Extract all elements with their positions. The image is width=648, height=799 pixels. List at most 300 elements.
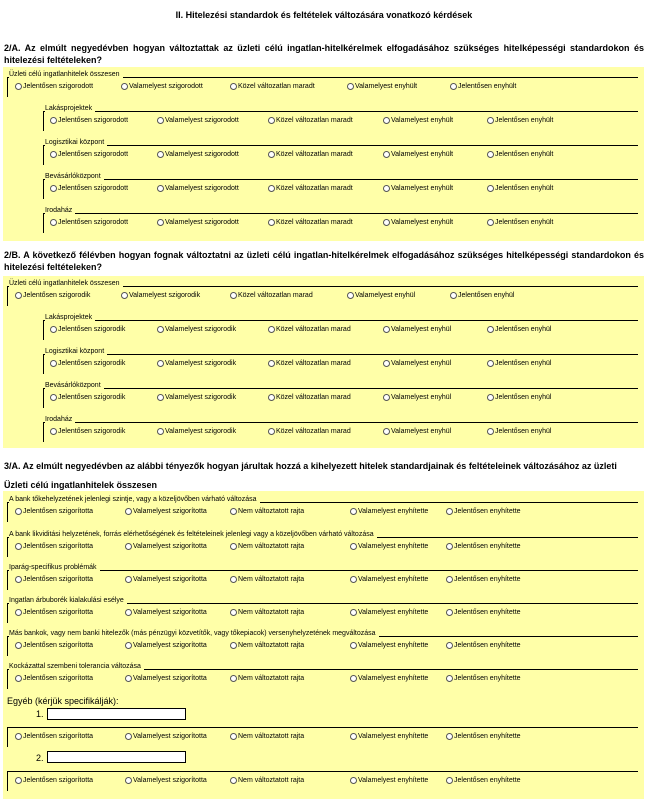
radio-label: Jelentősen szigorította [23, 576, 94, 583]
radio-label: Valamelyest szigorodik [129, 292, 201, 299]
radio-button[interactable] [121, 83, 128, 90]
radio-label: Valamelyest enyhítette [358, 777, 429, 784]
radio-button[interactable] [230, 733, 237, 740]
radio-option[interactable] [383, 219, 453, 226]
radio-button[interactable] [350, 642, 357, 649]
radio-option[interactable] [230, 83, 315, 90]
radio-label: Jelentősen szigorította [23, 543, 94, 550]
radio-button[interactable] [268, 428, 275, 435]
radio-option[interactable] [230, 292, 313, 299]
radio-option[interactable] [383, 117, 453, 124]
group-divider [7, 570, 638, 571]
radio-label: Közel változatlan marad [276, 360, 351, 367]
group-bracket [7, 286, 8, 306]
radio-label: Közel változatlan marad [276, 326, 351, 333]
radio-label: Közel változatlan marad [276, 428, 351, 435]
radio-label: Közel változatlan maradt [276, 117, 353, 124]
radio-button[interactable] [230, 642, 237, 649]
radio-option[interactable] [125, 609, 207, 616]
question-2b-band [3, 276, 644, 448]
group-bracket [7, 537, 8, 557]
group-divider [43, 388, 638, 389]
group-label: Irodaház [45, 416, 75, 424]
radio-option[interactable] [15, 292, 90, 299]
radio-option[interactable] [383, 185, 453, 192]
radio-option[interactable] [268, 219, 353, 226]
radio-button[interactable] [446, 642, 453, 649]
radio-option[interactable] [350, 508, 428, 515]
radio-button[interactable] [50, 360, 57, 367]
radio-button[interactable] [487, 117, 494, 124]
radio-option[interactable] [15, 508, 93, 515]
radio-button[interactable] [446, 576, 453, 583]
radio-label: Jelentősen szigorodott [58, 219, 129, 226]
group-label: Iparág-specifikus problémák [9, 564, 100, 572]
radio-option[interactable] [487, 151, 553, 158]
radio-label: Közel változatlan maradt [238, 83, 315, 90]
radio-button[interactable] [157, 151, 164, 158]
radio-button[interactable] [50, 428, 57, 435]
option-group [7, 71, 638, 97]
group-label: Üzleti célú ingatlanhitelek összesen [9, 280, 123, 288]
radio-option[interactable] [487, 360, 551, 367]
radio-button[interactable] [230, 508, 237, 515]
radio-button[interactable] [446, 543, 453, 550]
radio-button[interactable] [157, 428, 164, 435]
radio-option[interactable] [157, 360, 236, 367]
group-bracket [43, 213, 44, 233]
radio-button[interactable] [446, 733, 453, 740]
radio-button[interactable] [15, 576, 22, 583]
radio-label: Nem változtatott rajta [238, 576, 305, 583]
radio-label: Jelentősen enyhül [495, 326, 552, 333]
radio-option[interactable] [450, 292, 514, 299]
radio-label: Nem változtatott rajta [238, 642, 305, 649]
radio-label: Nem változtatott rajta [238, 543, 305, 550]
radio-label: Közel változatlan marad [276, 394, 351, 401]
radio-button[interactable] [15, 83, 22, 90]
radio-label: Valamelyest szigorodik [165, 326, 237, 333]
radio-option[interactable] [268, 428, 351, 435]
radio-button[interactable] [125, 576, 132, 583]
option-group [7, 496, 638, 522]
radio-option[interactable] [268, 394, 351, 401]
radio-button[interactable] [230, 292, 237, 299]
radio-button[interactable] [230, 83, 237, 90]
radio-button[interactable] [487, 360, 494, 367]
radio-button[interactable] [125, 543, 132, 550]
radio-label: Nem változtatott rajta [238, 609, 305, 616]
radio-label: Jelentősen enyhítette [454, 675, 521, 682]
radio-label: Valamelyest enyhült [391, 185, 454, 192]
radio-button[interactable] [383, 151, 390, 158]
option-group [43, 207, 638, 233]
radio-button[interactable] [268, 360, 275, 367]
radio-label: Jelentősen enyhül [458, 292, 515, 299]
radio-button[interactable] [157, 360, 164, 367]
radio-option[interactable] [157, 428, 236, 435]
radio-option[interactable] [446, 576, 521, 583]
radio-button[interactable] [125, 777, 132, 784]
radio-option[interactable] [157, 219, 239, 226]
radio-label: Valamelyest enyhítette [358, 733, 429, 740]
radio-button[interactable] [383, 394, 390, 401]
radio-button[interactable] [15, 675, 22, 682]
radio-option[interactable] [230, 576, 304, 583]
radio-option[interactable] [125, 576, 207, 583]
radio-button[interactable] [50, 151, 57, 158]
radio-label: Jelentősen enyhítette [454, 576, 521, 583]
radio-label: Jelentősen enyhítette [454, 543, 521, 550]
option-group [43, 382, 638, 408]
radio-option[interactable] [350, 609, 428, 616]
radio-option[interactable] [157, 394, 236, 401]
radio-button[interactable] [50, 326, 57, 333]
radio-button[interactable] [268, 219, 275, 226]
radio-label: Valamelyest szigorodott [165, 185, 239, 192]
radio-button[interactable] [125, 609, 132, 616]
radio-option[interactable] [15, 733, 93, 740]
radio-label: Valamelyest szigorodott [129, 83, 203, 90]
radio-option[interactable] [268, 117, 353, 124]
radio-option[interactable] [230, 675, 304, 682]
radio-option[interactable] [383, 394, 451, 401]
radio-option[interactable] [121, 83, 203, 90]
radio-option[interactable] [15, 777, 93, 784]
radio-button[interactable] [350, 609, 357, 616]
question-3a-subtitle: Üzleti célú ingatlanhitelek összesen [4, 480, 158, 490]
radio-option[interactable] [446, 642, 521, 649]
question-2a-band [3, 67, 644, 241]
radio-button[interactable] [487, 185, 494, 192]
radio-option[interactable] [446, 675, 521, 682]
radio-option[interactable] [157, 151, 239, 158]
radio-option[interactable] [230, 733, 304, 740]
radio-button[interactable] [268, 151, 275, 158]
option-group [7, 597, 638, 623]
option-group [43, 348, 638, 374]
option-group [43, 314, 638, 340]
radio-option[interactable] [230, 508, 304, 515]
radio-option[interactable] [446, 733, 521, 740]
radio-option[interactable] [230, 543, 304, 550]
radio-label: Valamelyest enyhítette [358, 508, 429, 515]
radio-option[interactable] [446, 508, 521, 515]
radio-label: Valamelyest szigorította [133, 675, 207, 682]
radio-label: Jelentősen enyhül [495, 428, 552, 435]
radio-option[interactable] [125, 733, 207, 740]
radio-button[interactable] [157, 326, 164, 333]
radio-option[interactable] [157, 326, 236, 333]
radio-button[interactable] [487, 326, 494, 333]
radio-button[interactable] [121, 292, 128, 299]
radio-button[interactable] [230, 609, 237, 616]
radio-option[interactable] [450, 83, 516, 90]
radio-option[interactable] [383, 151, 453, 158]
group-divider [7, 727, 638, 728]
radio-label: Jelentősen szigorodik [58, 326, 126, 333]
radio-option[interactable] [383, 360, 451, 367]
radio-button[interactable] [450, 83, 457, 90]
radio-option[interactable] [15, 642, 93, 649]
group-label: A bank likviditási helyzetének, forrás elérhetőségének és feltételeinek jelenlegi vagy a közeljövőben várható változása [9, 531, 377, 539]
radio-button[interactable] [230, 543, 237, 550]
radio-button[interactable] [383, 326, 390, 333]
radio-option[interactable] [487, 428, 551, 435]
radio-option[interactable] [157, 117, 239, 124]
other-item-number: 1. [36, 709, 44, 719]
radio-button[interactable] [450, 292, 457, 299]
radio-label: Valamelyest enyhült [391, 117, 454, 124]
radio-option[interactable] [383, 326, 451, 333]
radio-button[interactable] [446, 675, 453, 682]
option-group [7, 630, 638, 656]
radio-option[interactable] [268, 326, 351, 333]
group-divider [43, 145, 638, 146]
radio-option[interactable] [446, 543, 521, 550]
radio-button[interactable] [347, 292, 354, 299]
option-group [7, 765, 638, 791]
group-bracket [7, 669, 8, 689]
radio-button[interactable] [487, 219, 494, 226]
radio-label: Valamelyest szigorodik [165, 394, 237, 401]
radio-label: Jelentősen szigorodik [58, 360, 126, 367]
radio-button[interactable] [157, 185, 164, 192]
radio-option[interactable] [446, 609, 521, 616]
radio-button[interactable] [383, 117, 390, 124]
radio-option[interactable] [230, 609, 304, 616]
radio-label: Valamelyest enyhült [391, 219, 454, 226]
group-bracket [7, 502, 8, 522]
option-group [43, 139, 638, 165]
radio-button[interactable] [487, 394, 494, 401]
radio-option[interactable] [15, 83, 93, 90]
radio-label: Valamelyest szigorodik [165, 428, 237, 435]
radio-label: Valamelyest szigorította [133, 508, 207, 515]
radio-button[interactable] [350, 675, 357, 682]
radio-option[interactable] [268, 151, 353, 158]
radio-option[interactable] [268, 360, 351, 367]
radio-label: Valamelyest enyhül [355, 292, 416, 299]
radio-option[interactable] [50, 360, 125, 367]
page-title: II. Hitelezési standardok és feltételek változására vonatkozó kérdések [175, 10, 473, 20]
radio-option[interactable] [487, 185, 553, 192]
radio-button[interactable] [446, 777, 453, 784]
question-3a-title: 3/A. Az elmúlt negyedévben az alábbi tényezők hogyan járultak hozzá a kihelyezett hitelek standardjainak és feltételeinek változásához az üzleti [4, 461, 617, 471]
radio-option[interactable] [487, 394, 551, 401]
radio-option[interactable] [446, 777, 521, 784]
group-bracket [43, 388, 44, 408]
radio-option[interactable] [50, 219, 128, 226]
question-2a-title: 2/A. Az elmúlt negyedévben hogyan változtattak az üzleti célú ingatlan-hitelkérelmek elfogadásához szükséges hitelképességi standardokon és hitelezési feltételeken? [4, 43, 644, 65]
radio-option[interactable] [347, 292, 415, 299]
group-bracket [43, 179, 44, 199]
radio-option[interactable] [350, 777, 428, 784]
other-label: Egyéb (kérjük specifikálják): [7, 696, 119, 706]
radio-label: Valamelyest szigorította [133, 609, 207, 616]
radio-label: Jelentősen szigorította [23, 508, 94, 515]
radio-label: Jelentősen szigorította [23, 733, 94, 740]
radio-button[interactable] [350, 777, 357, 784]
radio-button[interactable] [157, 219, 164, 226]
radio-button[interactable] [487, 428, 494, 435]
radio-button[interactable] [350, 733, 357, 740]
radio-button[interactable] [350, 543, 357, 550]
radio-button[interactable] [15, 609, 22, 616]
radio-button[interactable] [350, 508, 357, 515]
group-bracket [43, 320, 44, 340]
radio-label: Közel változatlan marad [238, 292, 313, 299]
group-label: Más bankok, vagy nem banki hitelezők (más pénzügyi közvetítők, vagy tőkepiacok) versenyhelyzetének megváltozása [9, 630, 379, 638]
group-divider [43, 422, 638, 423]
radio-button[interactable] [446, 609, 453, 616]
radio-label: Jelentősen enyhítette [454, 642, 521, 649]
radio-option[interactable] [268, 185, 353, 192]
radio-button[interactable] [125, 642, 132, 649]
group-bracket [7, 603, 8, 623]
radio-button[interactable] [350, 576, 357, 583]
radio-label: Valamelyest enyhül [391, 360, 452, 367]
radio-option[interactable] [383, 428, 451, 435]
radio-option[interactable] [15, 543, 93, 550]
radio-button[interactable] [230, 576, 237, 583]
radio-button[interactable] [50, 219, 57, 226]
radio-option[interactable] [50, 394, 125, 401]
group-label: Kockázattal szembeni tolerancia változása [9, 663, 144, 671]
radio-option[interactable] [50, 117, 128, 124]
radio-option[interactable] [15, 675, 93, 682]
radio-button[interactable] [347, 83, 354, 90]
radio-option[interactable] [50, 428, 125, 435]
radio-option[interactable] [121, 292, 200, 299]
radio-option[interactable] [15, 609, 93, 616]
group-divider [43, 179, 638, 180]
group-bracket [7, 570, 8, 590]
radio-button[interactable] [15, 508, 22, 515]
radio-label: Nem változtatott rajta [238, 777, 305, 784]
radio-label: Valamelyest szigorodik [165, 360, 237, 367]
radio-label: Jelentősen szigorodik [58, 394, 126, 401]
radio-option[interactable] [50, 151, 128, 158]
radio-option[interactable] [487, 117, 553, 124]
option-group [43, 416, 638, 442]
radio-label: Valamelyest enyhül [391, 428, 452, 435]
radio-button[interactable] [157, 394, 164, 401]
radio-option[interactable] [230, 777, 304, 784]
option-group [7, 721, 638, 747]
radio-button[interactable] [15, 777, 22, 784]
radio-button[interactable] [268, 117, 275, 124]
group-label: Logisztikai központ [45, 348, 107, 356]
radio-label: Valamelyest enyhítette [358, 675, 429, 682]
radio-option[interactable] [487, 326, 551, 333]
radio-option[interactable] [15, 576, 93, 583]
group-divider [43, 213, 638, 214]
radio-option[interactable] [125, 508, 207, 515]
other-item-number: 2. [36, 753, 44, 763]
radio-button[interactable] [487, 151, 494, 158]
radio-option[interactable] [350, 543, 428, 550]
radio-button[interactable] [268, 185, 275, 192]
radio-label: Valamelyest enyhül [391, 394, 452, 401]
group-divider [43, 111, 638, 112]
radio-label: Jelentősen szigorította [23, 777, 94, 784]
radio-button[interactable] [15, 733, 22, 740]
radio-button[interactable] [125, 508, 132, 515]
group-label: A bank tőkehelyzetének jelenlegi szintje, vagy a közeljövőben várható változása [9, 496, 260, 504]
radio-button[interactable] [383, 428, 390, 435]
group-divider [7, 771, 638, 772]
radio-button[interactable] [230, 777, 237, 784]
group-label: Bevásárlóközpont [45, 173, 104, 181]
option-group [7, 280, 638, 306]
group-label: Ingatlan árbuborék kialakulási esélye [9, 597, 127, 605]
radio-label: Valamelyest enyhítette [358, 609, 429, 616]
radio-option[interactable] [50, 185, 128, 192]
radio-option[interactable] [157, 185, 239, 192]
group-bracket [43, 422, 44, 442]
radio-option[interactable] [50, 326, 125, 333]
radio-label: Közel változatlan maradt [276, 151, 353, 158]
radio-option[interactable] [487, 219, 553, 226]
radio-option[interactable] [125, 543, 207, 550]
radio-label: Jelentősen szigorította [23, 642, 94, 649]
radio-button[interactable] [446, 508, 453, 515]
radio-option[interactable] [350, 576, 428, 583]
radio-button[interactable] [268, 326, 275, 333]
radio-option[interactable] [350, 675, 428, 682]
radio-label: Valamelyest enyhítette [358, 576, 429, 583]
other-specify-input[interactable] [47, 708, 186, 720]
group-bracket [7, 636, 8, 656]
radio-button[interactable] [383, 219, 390, 226]
radio-button[interactable] [50, 394, 57, 401]
radio-label: Jelentősen enyhítette [454, 609, 521, 616]
radio-label: Nem változtatott rajta [238, 508, 305, 515]
radio-option[interactable] [230, 642, 304, 649]
radio-option[interactable] [125, 777, 207, 784]
radio-option[interactable] [125, 642, 207, 649]
group-label: Bevásárlóközpont [45, 382, 104, 390]
group-label: Irodaház [45, 207, 75, 215]
radio-button[interactable] [157, 117, 164, 124]
radio-button[interactable] [50, 117, 57, 124]
radio-label: Jelentősen enyhült [458, 83, 517, 90]
radio-button[interactable] [383, 360, 390, 367]
group-divider [43, 320, 638, 321]
radio-button[interactable] [15, 543, 22, 550]
radio-button[interactable] [268, 394, 275, 401]
question-3a-band [3, 491, 644, 799]
radio-button[interactable] [50, 185, 57, 192]
radio-label: Valamelyest szigorította [133, 642, 207, 649]
radio-button[interactable] [125, 675, 132, 682]
radio-option[interactable] [350, 642, 428, 649]
radio-option[interactable] [347, 83, 417, 90]
radio-button[interactable] [383, 185, 390, 192]
radio-label: Jelentősen szigorodik [58, 428, 126, 435]
radio-button[interactable] [15, 642, 22, 649]
radio-button[interactable] [230, 675, 237, 682]
group-bracket [43, 111, 44, 131]
radio-button[interactable] [125, 733, 132, 740]
radio-option[interactable] [350, 733, 428, 740]
radio-label: Valamelyest szigorította [133, 733, 207, 740]
radio-option[interactable] [125, 675, 207, 682]
radio-label: Jelentősen szigorította [23, 609, 94, 616]
other-specify-input[interactable] [47, 751, 186, 763]
radio-button[interactable] [15, 292, 22, 299]
